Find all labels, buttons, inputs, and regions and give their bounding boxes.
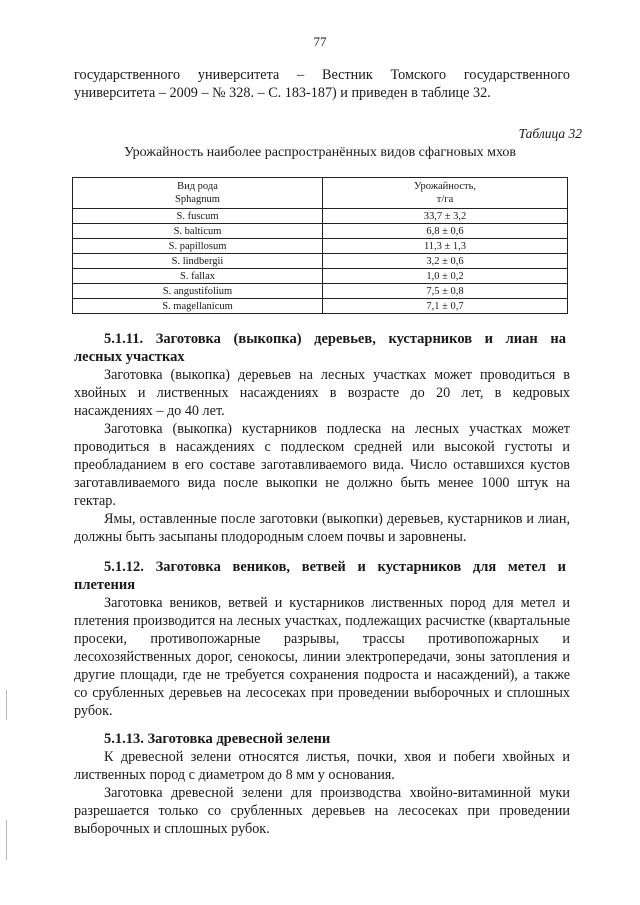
section-5-1-13-heading: 5.1.13. Заготовка древесной зелени [104, 731, 331, 747]
intro-line-1: государственного университета – Вестник Томского государственного [74, 67, 570, 83]
section-5-1-12-paragraph-1: Заготовка веников, ветвей и кустарников лиственных пород для метел и плетения производится на лесных участках, подлежащих расчистке (квартальные просеки, противопожарные разрывы, трассы противопожарных и лесохозяйственных дорог, сенокосы, линии электропередачи, зоны затопления и другие площади, где не требуется сохранения подроста и насаждений), а также со срубленных деревьев на лесосеках при проведении выборочных и сплошных рубок. [74, 595, 570, 719]
cell-species: S. balticum [73, 224, 323, 239]
section-5-1-12-heading-line1: 5.1.12. Заготовка веников, ветвей и кустарников для метел и [104, 559, 566, 575]
table-title: Урожайность наиболее распространённых видов сфагновых мхов [123, 145, 517, 160]
table-row [73, 299, 568, 314]
section-5-1-13-paragraph-2: Заготовка древесной зелени для производства хвойно-витаминной муки разрешается только со срубленных деревьев на лесосеках при проведении выборочных и сплошных рубок. [74, 785, 570, 837]
table-row [73, 284, 568, 299]
table-row [73, 269, 568, 284]
yield-table [72, 177, 568, 314]
cell-species: S. fallax [73, 269, 323, 284]
cell-yield: 6,8 ± 0,6 [323, 224, 568, 239]
page-number: 77 [313, 34, 327, 49]
cell-species: S. fuscum [73, 209, 323, 224]
scan-artifact-line [6, 690, 7, 720]
cell-species: S. angustifolium [73, 284, 323, 299]
table-header-row [73, 178, 568, 209]
section-5-1-11-paragraph-2: Заготовка (выкопка) кустарников подлеска на лесных участках может проводиться в насаждениях с подлеском средней или высокой густоты и преобладанием в его составе заготавливаемого вида. Число оставшихся кустов заготавливаемого вида после выкопки не должно быть менее 1000 штук на гектар. [74, 421, 570, 509]
table-caption-label: Таблица 32 [518, 126, 582, 141]
table-row [73, 254, 568, 269]
cell-yield: 7,1 ± 0,7 [323, 299, 568, 314]
cell-yield: 1,0 ± 0,2 [323, 269, 568, 284]
header-yield [323, 178, 568, 209]
header-species-line1: Вид рода [177, 181, 218, 192]
scan-artifact-line [6, 820, 7, 860]
cell-yield: 11,3 ± 1,3 [323, 239, 568, 254]
section-5-1-12-heading-line2: плетения [74, 577, 136, 593]
section-5-1-11-paragraph-1: Заготовка (выкопка) деревьев на лесных участках может проводиться в хвойных и лиственных насаждениях в возрасте до 20 лет, в кедровых насаждениях – до 40 лет. [74, 367, 570, 419]
table-row [73, 209, 568, 224]
header-yield-line1: Урожайность, [413, 181, 477, 192]
table-row [73, 224, 568, 239]
cell-yield: 7,5 ± 0,8 [323, 284, 568, 299]
cell-species: S. lindbergii [73, 254, 323, 269]
cell-yield: 33,7 ± 3,2 [323, 209, 568, 224]
header-species-line2: Sphagnum [175, 194, 220, 205]
header-species [73, 178, 323, 209]
table-row [73, 239, 568, 254]
header-yield-line2: т/га [436, 194, 454, 205]
section-5-1-11-heading-line2: лесных участках [74, 349, 185, 365]
section-5-1-11-heading-line1: 5.1.11. Заготовка (выкопка) деревьев, кустарников и лиан на [104, 331, 566, 347]
cell-species: S. papillosum [73, 239, 323, 254]
cell-yield: 3,2 ± 0,6 [323, 254, 568, 269]
section-5-1-13-paragraph-1: К древесной зелени относятся листья, почки, хвоя и побеги хвойных и лиственных пород с диаметром до 8 мм у основания. [74, 749, 570, 783]
intro-line-2: университета – 2009 – № 328. – С. 183-187) и приведен в таблице 32. [74, 85, 491, 101]
section-5-1-11-paragraph-3: Ямы, оставленные после заготовки (выкопки) деревьев, кустарников и лиан, должны быть засыпаны плодородным слоем почвы и заровнены. [74, 511, 570, 545]
cell-species: S. magellanicum [73, 299, 323, 314]
